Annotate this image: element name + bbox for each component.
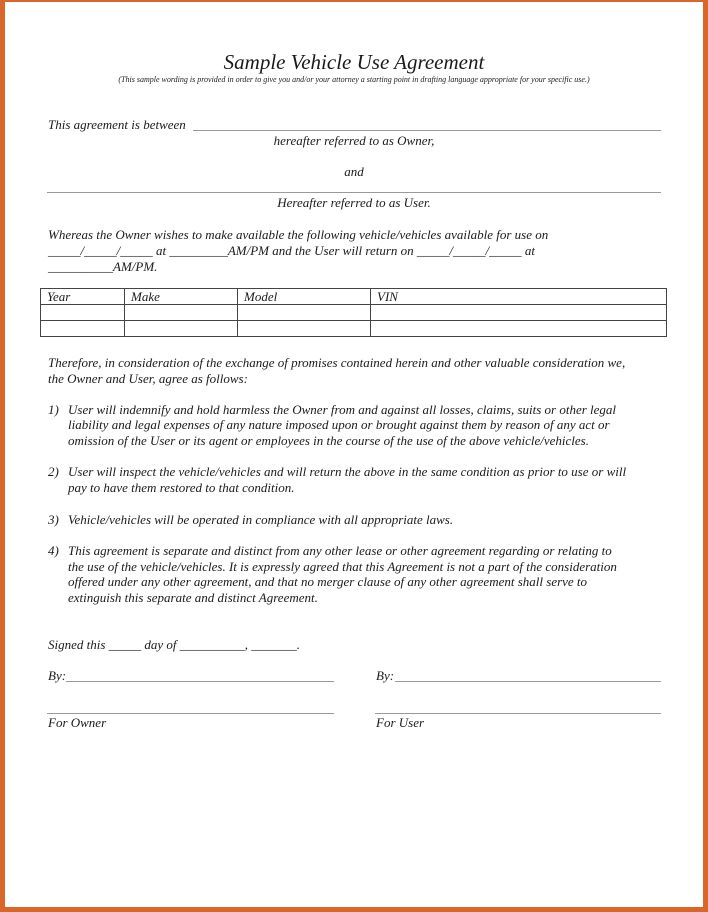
clause-1-line-3: omission of the User or its agent or employees in the course of the use of the above vehicle/vehicles. — [68, 433, 589, 448]
whereas-line-3: __________AM/PM. — [48, 259, 158, 274]
for-user-label: For User — [376, 715, 425, 730]
table-cell[interactable] — [41, 321, 125, 337]
table-cell[interactable] — [41, 305, 125, 321]
table-cell[interactable] — [371, 321, 667, 337]
table-row — [41, 305, 667, 321]
document-subtitle: (This sample wording is provided in order to give you and/or your attorney a starting point in drafting language appropriate for your specific use.) — [118, 75, 590, 84]
whereas-line-1: Whereas the Owner wishes to make available the following vehicle/vehicles available for use on — [48, 227, 549, 242]
table-cell[interactable] — [238, 321, 371, 337]
header-model: Model — [238, 289, 371, 305]
user-by-label: By: — [376, 668, 395, 683]
clause-3-line-1: Vehicle/vehicles will be operated in compliance with all appropriate laws. — [68, 512, 454, 527]
table-cell[interactable] — [238, 305, 371, 321]
clause-1-number: 1) — [48, 402, 59, 417]
clause-4-line-1: This agreement is separate and distinct from any other lease or other agreement regarding or relating to — [68, 543, 612, 558]
signed-date-line[interactable]: Signed this _____ day of __________, _______. — [48, 637, 301, 652]
owner-print-line[interactable] — [47, 713, 334, 714]
owner-name-line[interactable] — [193, 130, 661, 131]
whereas-line-2: _____/_____/_____ at _________AM/PM and the User will return on _____/_____/_____ at — [48, 243, 536, 258]
clause-4-line-2: the use of the vehicle/vehicles. It is expressly agreed that this Agreement is not a part of the consideration — [68, 559, 617, 574]
table-cell[interactable] — [371, 305, 667, 321]
header-make: Make — [125, 289, 238, 305]
for-owner-label: For Owner — [48, 715, 107, 730]
clause-2-line-1: User will inspect the vehicle/vehicles and will return the above in the same condition as prior to use or will — [68, 464, 627, 479]
owner-signature-line[interactable] — [66, 681, 334, 682]
consideration-line-2: the Owner and User, agree as follows: — [48, 371, 248, 386]
clause-2-line-2: pay to have them restored to that condition. — [68, 480, 295, 495]
user-name-line[interactable] — [47, 192, 661, 193]
table-header-row — [41, 289, 667, 305]
owner-reference: hereafter referred to as Owner, — [273, 133, 435, 148]
clause-4-line-3: offered under any other agreement, and that no merger clause of any other agreement shall serve to — [68, 574, 588, 589]
consideration-line-1: Therefore, in consideration of the exchange of promises contained herein and other valuable consideration we, — [48, 355, 626, 370]
clause-4-line-4: extinguish this separate and distinct Agreement. — [68, 590, 318, 605]
clause-4-number: 4) — [48, 543, 59, 558]
and-text: and — [344, 164, 364, 179]
vehicle-table — [40, 288, 667, 337]
table-cell[interactable] — [125, 321, 238, 337]
clause-1-line-1: User will indemnify and hold harmless the Owner from and against all losses, claims, suits or other legal — [68, 402, 617, 417]
clause-2-number: 2) — [48, 464, 59, 479]
header-year: Year — [41, 289, 125, 305]
user-reference: Hereafter referred to as User. — [277, 195, 431, 210]
owner-by-label: By: — [48, 668, 67, 683]
header-vin: VIN — [371, 289, 667, 305]
table-cell[interactable] — [125, 305, 238, 321]
user-signature-line[interactable] — [395, 681, 661, 682]
document-title: Sample Vehicle Use Agreement — [223, 50, 485, 74]
clause-1-line-2: liability and legal expenses of any nature imposed upon or brought against them by reason of any act or — [68, 417, 610, 432]
user-print-line[interactable] — [375, 713, 661, 714]
between-label: This agreement is between — [48, 117, 186, 132]
table-row — [41, 321, 667, 337]
clause-3-number: 3) — [48, 512, 59, 527]
